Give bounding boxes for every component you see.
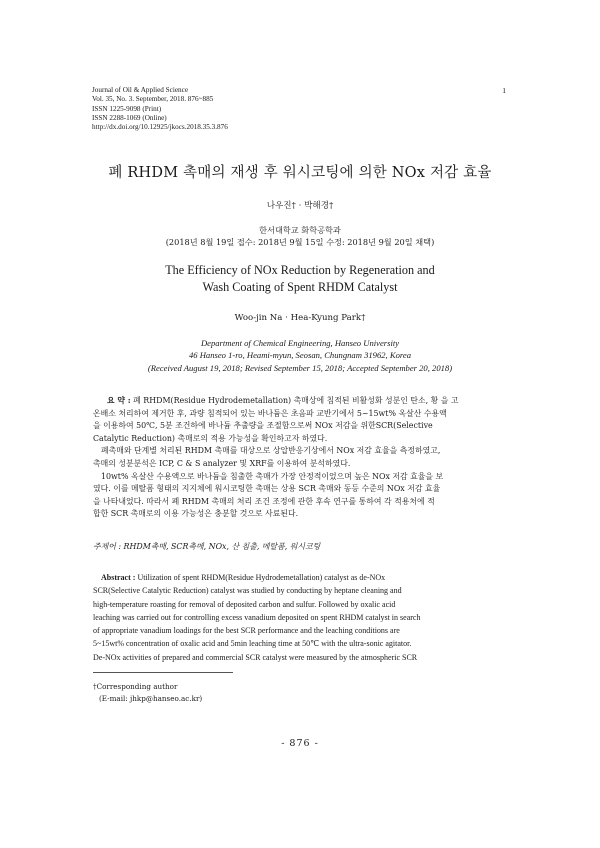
english-abstract-line: 5~15wt% concentration of oxalic acid and 5min leaching time at 50℃ with the ultra-sonic agitator.: [93, 639, 412, 649]
english-abstract: [93, 571, 509, 664]
korean-abstract-line: 촉매의 성분분석은 ICP, C & S analyzer 및 XRF를 이용하여 분석하였다.: [93, 458, 351, 468]
footnote-divider: [93, 672, 233, 673]
english-authors: Woo-jin Na · Hea-Kyung Park†: [234, 313, 366, 323]
english-abstract-line: Utilization of spent RHDM(Residue Hydrodemetallation) catalyst as de-NOx: [137, 573, 386, 582]
footnote-corresponding: †Corresponding author: [93, 682, 178, 691]
issn-online: ISSN 2288-1069 (Online): [92, 113, 167, 122]
footnote: [93, 681, 202, 705]
korean-abstract-line: 온배소 처리하여 제거한 후, 과량 침적되어 있는 바나듐은 초음파 교반기에서 5~15wt% 옥살산 수용액: [93, 408, 447, 418]
english-dates: (Received August 19, 2018; Revised September 15, 2018; Accepted September 20, 2018): [147, 362, 453, 373]
english-title-line1: The Efficiency of NOx Reduction by Regeneration and: [165, 263, 435, 277]
korean-authors: 나우진† · 박해경†: [266, 201, 334, 211]
korean-abstract-line: 을 나타내었다. 따라서 폐 RHDM 촉매의 처리 조건 조정에 관한 후속 연구를 통하여 각 적용처에 적: [93, 496, 435, 506]
korean-title: 폐 RHDM 촉매의 재생 후 워시코팅에 의한 NOx 저감 효율: [108, 165, 492, 181]
english-affiliation-line2: 46 Hanseo 1-ro, Heami-myun, Seosan, Chungnam 31962, Korea: [188, 350, 412, 361]
korean-abstract-label: 요 약 :: [107, 396, 131, 405]
english-title: [0, 262, 600, 296]
korean-dates: (2018년 8월 19일 접수: 2018년 9월 15일 수정: 2018년 9월 20일 채택): [165, 237, 435, 247]
english-abstract-line: leaching was carried out for controlling excess vanadium deposited on spent RHDM catalyst in search: [93, 612, 421, 622]
english-abstract-line: of appropriate vanadium loadings for the best SCR performance and the leaching conditions are: [93, 626, 400, 636]
korean-affiliation: 한서대학교 화학공학과: [259, 225, 341, 235]
korean-abstract-line: 폐 RHDM(Residue Hydrodemetallation) 촉매상에 침적된 비활성화 성분인 탄소, 황 을 고: [133, 396, 459, 405]
english-title-line2: Wash Coating of Spent RHDM Catalyst: [202, 280, 398, 294]
english-affiliation-block: [0, 337, 600, 374]
page-number: - 876 -: [281, 738, 319, 749]
journal-name: Journal of Oil & Applied Science: [92, 86, 189, 94]
korean-abstract: [93, 395, 509, 521]
english-abstract-label: Abstract :: [101, 573, 136, 582]
korean-abstract-line: 폐촉매와 단계별 처리된 RHDM 촉매를 대상으로 상압반응기상에서 NOx 저감 효율을 측정하였고,: [101, 446, 441, 456]
english-abstract-line: high-temperature roasting for removal of deposited carbon and sulfur. Followed by oxalic acid: [93, 599, 396, 609]
doi-link[interactable]: http://dx.doi.org/10.12925/jkocs.2018.35.3.876: [92, 123, 228, 132]
journal-header: [92, 86, 228, 132]
english-abstract-line: De-NOx activities of prepared and commercial SCR catalyst were measured by the atmospheric SCR: [93, 652, 418, 662]
korean-abstract-line: 였다. 이를 메탈폼 형태의 지지체에 워시코팅한 촉매는 상용 SCR 촉매와 동등 수준의 NOx 저감 효율: [93, 484, 441, 494]
issn-print: ISSN 1225-9098 (Print): [92, 104, 162, 113]
korean-abstract-line: 을 이용하여 50℃, 5분 조건하에 바나듐 추출량을 조절함으로써 NOx 저감을 위한SCR(Selective: [93, 421, 433, 431]
korean-abstract-line: 10wt% 옥살산 수용액으로 바나듐을 침출한 촉매가 가장 안정적이었으며 높은 NOx 저감 효율을 보: [101, 471, 444, 481]
footnote-email: (E-mail: jhkp@hanseo.ac.kr): [99, 694, 203, 703]
english-affiliation-line1: Department of Chemical Engineering, Hanseo University: [200, 338, 400, 348]
korean-abstract-line: Catalytic Reduction) 촉매로의 적용 가능성을 확인하고자 하였다.: [93, 433, 328, 443]
korean-abstract-line: 합한 SCR 촉매로의 이용 가능성은 충분할 것으로 사료된다.: [93, 509, 299, 519]
journal-volume: Vol. 35, No. 3. September, 2018. 876~885: [92, 95, 214, 104]
page-number-top: 1: [502, 86, 506, 95]
english-abstract-line: SCR(Selective Catalytic Reduction) catalyst was studied by conducting by heptane cleaning and: [93, 586, 402, 596]
korean-affiliation-block: [0, 224, 600, 248]
korean-keywords: 주제어 : RHDM촉매, SCR촉매, NOx, 산 침출, 메탈폼, 워시코팅: [93, 542, 321, 551]
